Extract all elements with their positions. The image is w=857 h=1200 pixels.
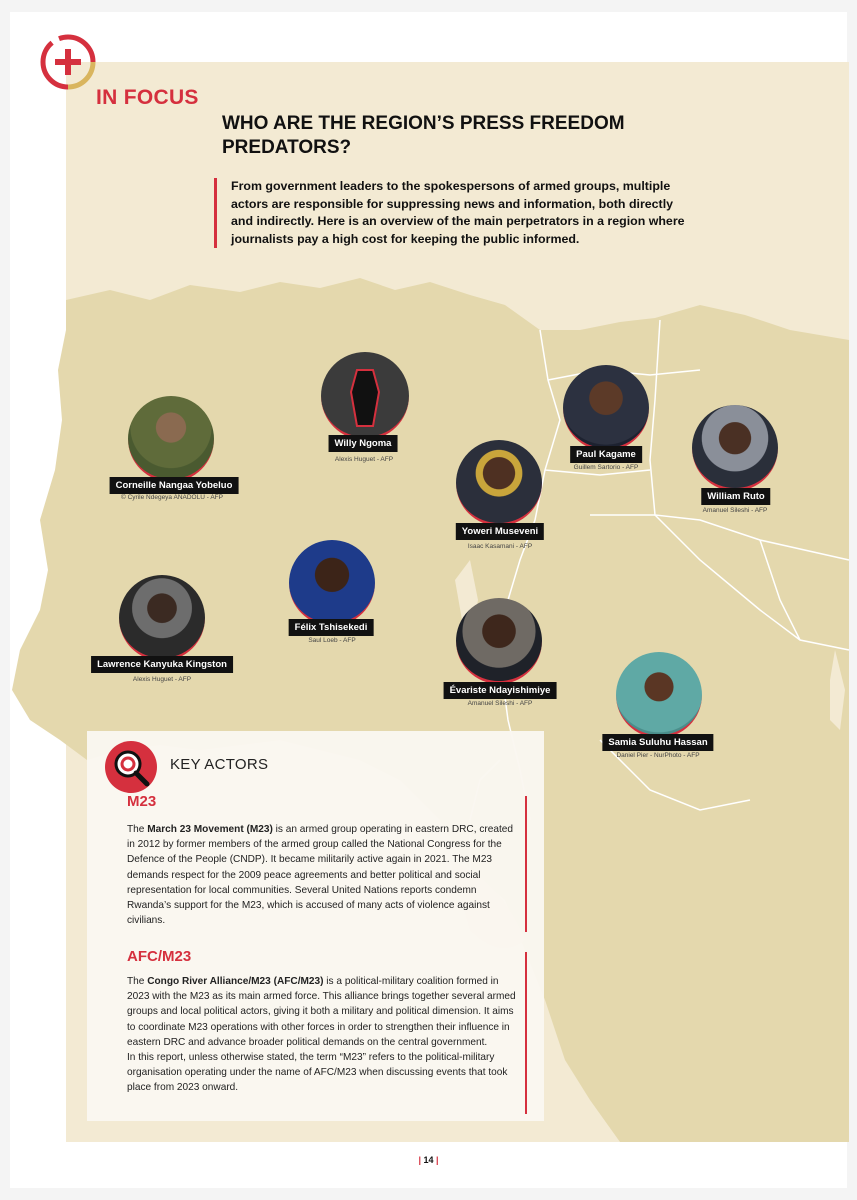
portrait (456, 598, 542, 684)
actor-name: Samia Suluhu Hassan (602, 734, 713, 751)
actor-name: Évariste Ndayishimiye (444, 682, 557, 699)
in-focus-logo-icon (40, 34, 96, 90)
photo-credit: Saul Loeb - AFP (308, 637, 356, 644)
afc-m23-description (127, 974, 519, 1096)
photo-credit: Guillem Sartorio - AFP (573, 464, 639, 471)
portrait (616, 652, 702, 738)
silhouette-icon (321, 352, 409, 440)
actor-name: Lawrence Kanyuka Kingston (91, 656, 233, 673)
page-number (0, 1155, 857, 1165)
actor-name: Paul Kagame (570, 446, 642, 463)
portrait (128, 396, 214, 482)
magnifier-icon (104, 740, 158, 794)
text: is an armed group operating in eastern DRC, created in 2012 by former members of the armed group called the National Congress for the Defence of the People (CNDP). It became militarily active again in 2021. The M23 demands respect for the 2009 peace agreements and better political and social representation for local communities. Several United Nations reports condemn Rwanda’s support for the M23, which is accused of many acts of violence against civilians. (127, 824, 513, 927)
key-actors-title: KEY ACTORS (170, 756, 269, 773)
actor-name: William Ruto (701, 488, 770, 505)
actor-name: Willy Ngoma (329, 435, 398, 452)
photo-credit: Alexis Huguet - AFP (132, 676, 192, 683)
photo-credit: Amanuel Sileshi - AFP (467, 700, 533, 707)
portrait (289, 540, 375, 626)
afc-m23-heading: AFC/M23 (127, 948, 192, 965)
bar: | (418, 1155, 421, 1165)
actor-name: Corneille Nangaa Yobeluo (110, 477, 239, 494)
text: The (127, 976, 148, 987)
text: The (127, 824, 148, 835)
photo-credit: Isaac Kasamani - AFP (467, 543, 533, 550)
section-kicker: IN FOCUS (96, 86, 199, 109)
photo-credit: Alexis Huguet - AFP (334, 456, 394, 463)
photo-credit: Amanuel Sileshi - AFP (702, 507, 768, 514)
term: March 23 Movement (M23) (147, 824, 273, 835)
divider (525, 796, 527, 932)
intro-text: From government leaders to the spokespersons of armed groups, multiple actors are responsible for suppressing news and information, both directly and indirectly. Here is an overview of the main perpetrators in a region where journalists pay a high cost for keeping the public informed. (214, 178, 697, 248)
term: Congo River Alliance/M23 (AFC/M23) (147, 976, 324, 987)
m23-heading: M23 (127, 793, 157, 810)
portrait (692, 405, 778, 491)
text: is a political-military coalition formed in 2023 with the M23 as its main armed force. This alliance brings together several armed groups and local political actors, giving it both a military and political dimension. It aims to coordinate M23 operations with other forces in order to strengthen their influence in eastern DRC and advance broader political demands on the central government. (127, 976, 516, 1048)
page-title: WHO ARE THE REGION’S PRESS FREEDOM PREDATORS? (222, 113, 625, 158)
photo-credit: Daniel Pier - NurPhoto - AFP (616, 752, 700, 759)
bar: | (436, 1155, 439, 1165)
actor-name: Félix Tshisekedi (289, 619, 374, 636)
page-number-value: 14 (423, 1155, 434, 1165)
portrait (321, 352, 409, 440)
m23-description (127, 822, 519, 928)
note: In this report, unless otherwise stated, the term “M23” refers to the political-military organisation operating under the name of AFC/M23 when discussing events that took place from 2023 onward. (127, 1052, 508, 1094)
portrait (563, 365, 649, 451)
portrait (456, 440, 542, 526)
photo-credit: © Cyrile Ndegeya ANADOLU - AFP (121, 494, 223, 501)
actor-name: Yoweri Museveni (456, 523, 544, 540)
portrait (119, 575, 205, 661)
divider (525, 952, 527, 1114)
